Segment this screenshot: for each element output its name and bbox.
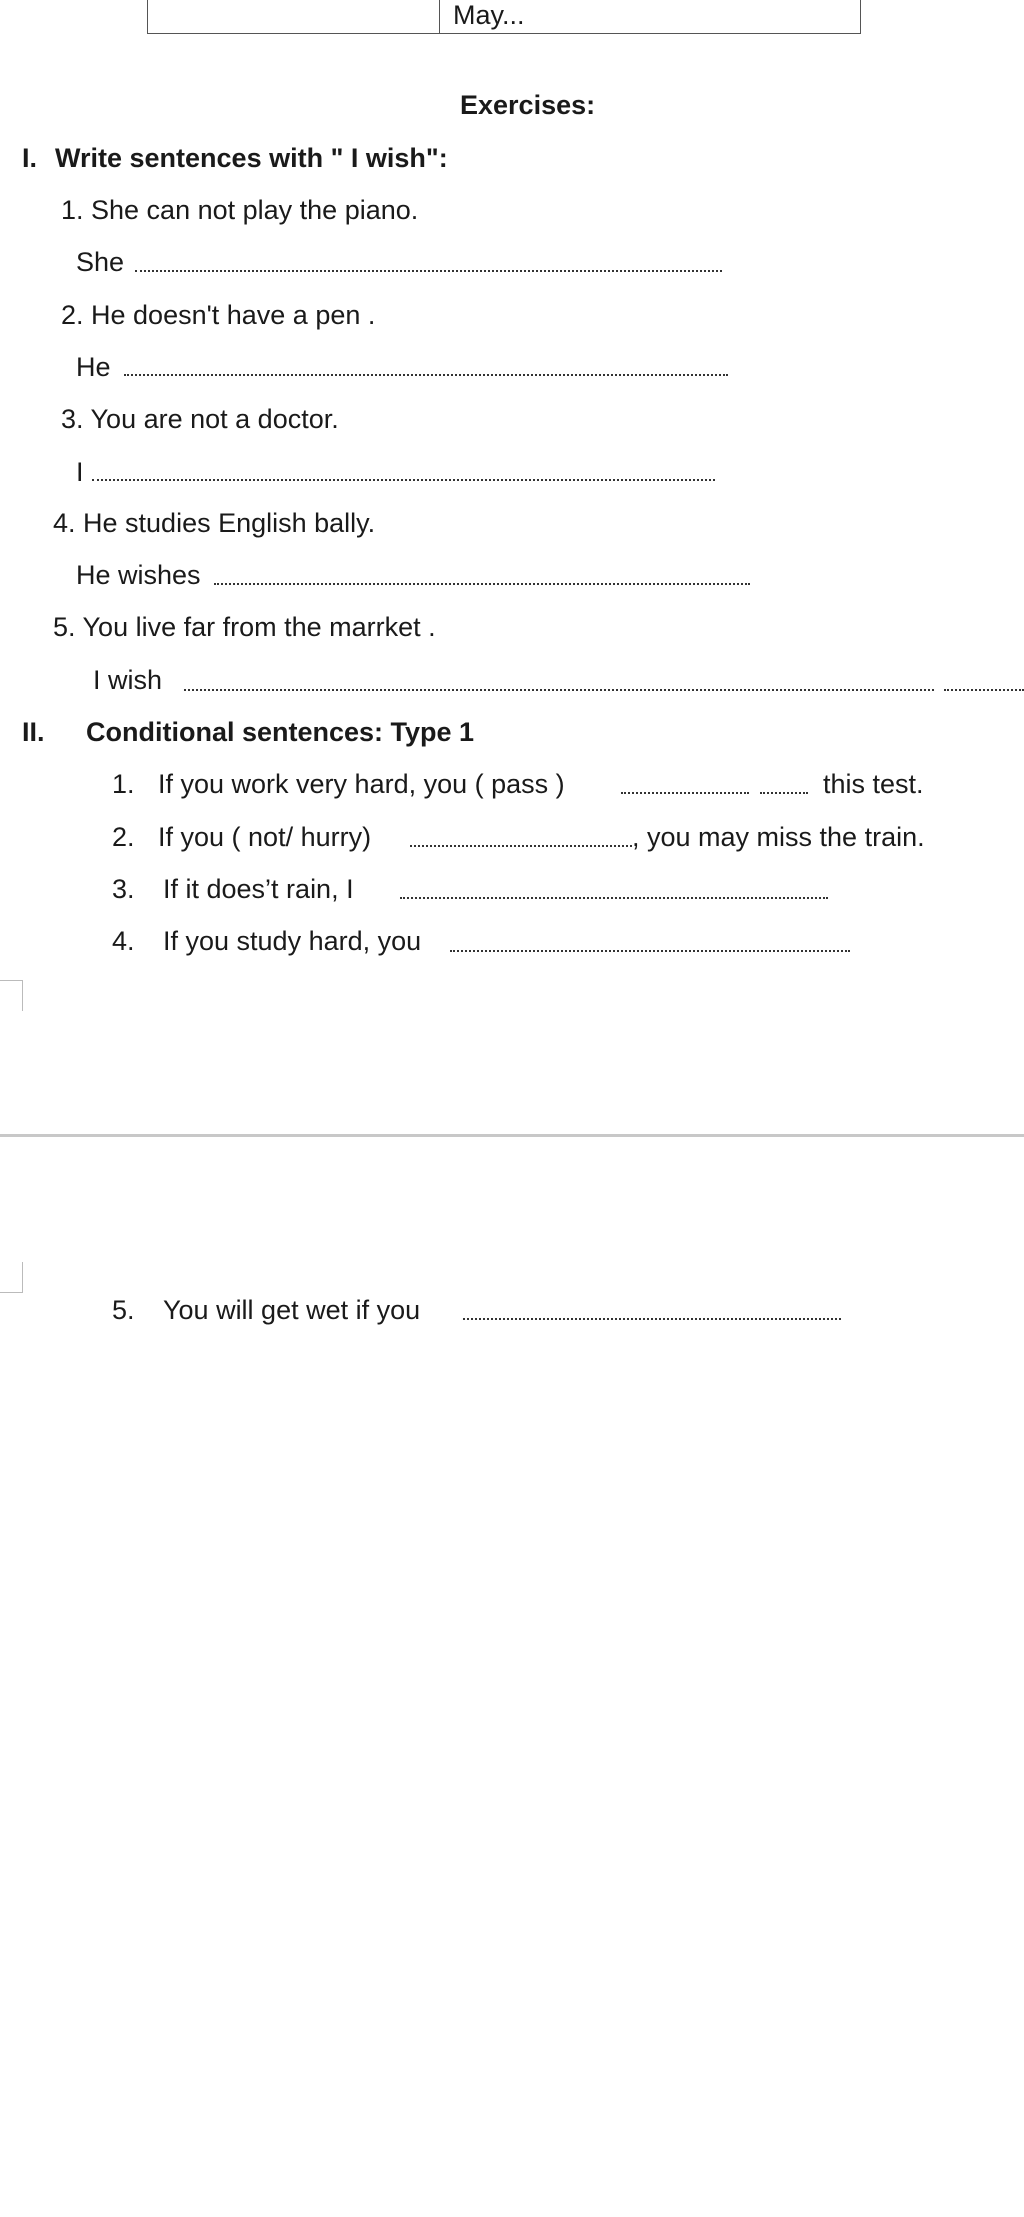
section1-heading: Write sentences with " I wish": [55,143,448,173]
cond-after-1: this test. [823,769,924,799]
wish-sentence-1: 1. She can not play the piano. [61,195,419,225]
section2-numeral: II. [22,717,45,747]
cond-line-1a[interactable] [621,792,749,794]
cond-before-3: If it does’t rain, I [163,874,354,904]
wish-prompt-1: She [76,247,125,277]
answer-line-2[interactable] [124,374,728,376]
wish-prompt-3: I [76,457,84,487]
cond-num-1: 1. [112,769,135,799]
wish-prompt-2: He [76,352,111,382]
answer-line-5b[interactable] [944,689,1024,691]
wish-sentence-3: 3. You are not a doctor. [61,404,339,434]
cond-num-4: 4. [112,926,135,956]
section1-numeral: I. [22,143,38,173]
wish-prompt-4: He wishes [76,560,201,590]
cond-num-5: 5. [112,1295,135,1325]
cond-line-4[interactable] [450,950,850,952]
cond-after-2: , you may miss the train. [632,822,925,852]
cond-before-4: If you study hard, you [163,926,422,956]
answer-line-1[interactable] [135,270,722,272]
wish-prompt-5: I wish [93,665,163,695]
cond-before-2: If you ( not/ hurry) [158,822,372,852]
cond-num-2: 2. [112,822,135,852]
cond-num-3: 3. [112,874,135,904]
cond-before-1: If you work very hard, you ( pass ) [158,769,565,799]
cond-line-5[interactable] [463,1318,841,1320]
answer-line-4[interactable] [214,583,750,585]
wish-sentence-4: 4. He studies English bally. [53,508,376,538]
wish-sentence-2: 2. He doesn't have a pen . [61,300,376,330]
cond-line-2[interactable] [410,845,632,847]
table-cell-text: May... [453,0,525,30]
cond-before-5: You will get wet if you [163,1295,421,1325]
table-divider [439,0,440,33]
page-break-rule [0,1134,1024,1137]
crop-mark-top [0,980,23,1011]
cond-line-3[interactable] [400,897,828,899]
answer-line-3[interactable] [92,479,715,481]
section2-heading: Conditional sentences: Type 1 [86,717,475,747]
answer-line-5a[interactable] [184,689,934,691]
exercises-title: Exercises: [460,90,596,120]
table-fragment [147,0,861,34]
wish-sentence-5: 5. You live far from the marrket . [53,612,436,642]
cond-line-1b[interactable] [760,792,808,794]
crop-mark-bottom [0,1262,23,1293]
